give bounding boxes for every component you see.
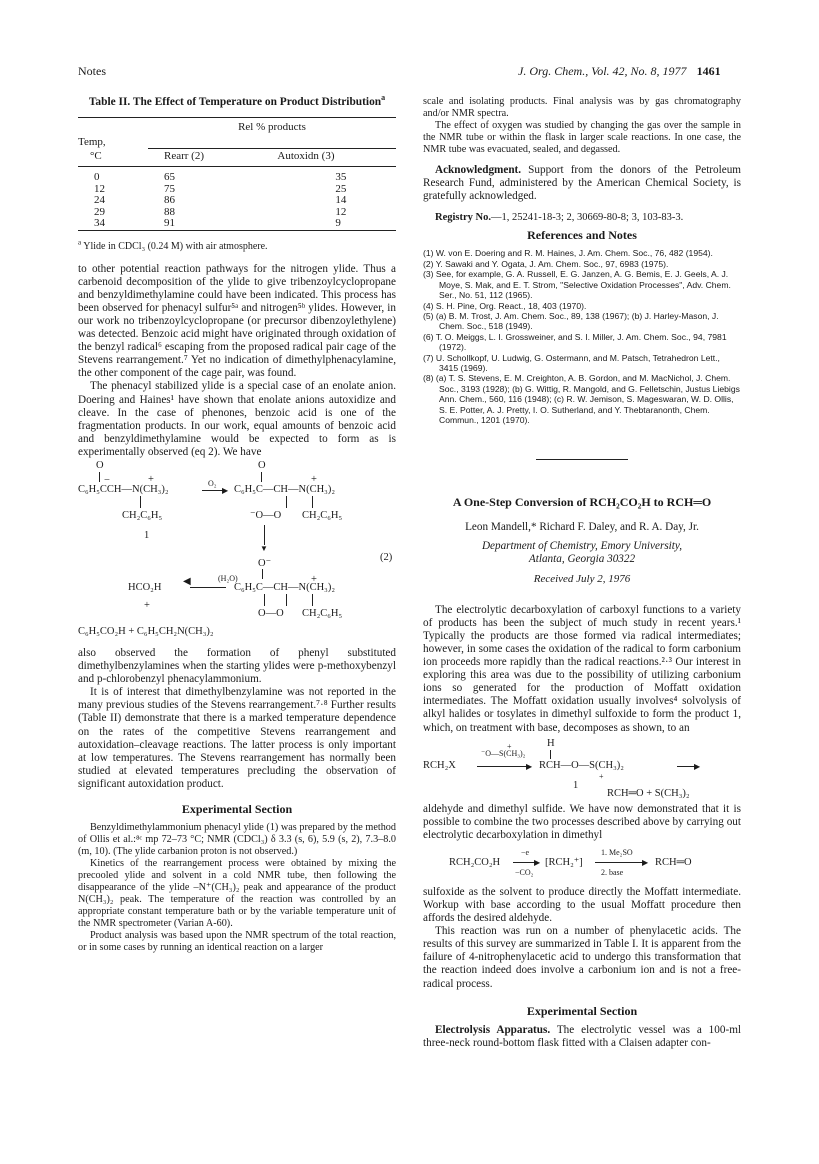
- right-column: [423, 96, 741, 1050]
- reference-list: [423, 248, 741, 425]
- page-number: 1461: [696, 64, 721, 78]
- scheme-benzyl: CH₂C₆H₅: [302, 608, 343, 619]
- scheme-formic-acid: HCO₂H: [128, 582, 162, 593]
- reference-item: (4) S. H. Pine, Org. React., 18, 403 (1970).: [423, 300, 587, 311]
- registry-label: Registry No.: [435, 212, 491, 224]
- paragraph: aldehyde and dimethyl sulfide. We have now demonstrated that it is possible to combine the two processes described above by carrying out electrolytic decarboxylation in dimethyl: [423, 802, 741, 841]
- scheme-bond: [286, 496, 287, 508]
- experimental-paragraph: Product analysis was based upon the NMR spectrum of the total reaction, or in some cases by running an identical reaction on a larger: [78, 930, 396, 954]
- eq-compound-number: 1: [573, 779, 579, 791]
- table-cell-temp: 12: [94, 182, 105, 195]
- scheme-charge: +: [311, 474, 317, 485]
- paragraph: sulfoxide as the solvent to produce directly the Moffatt intermediate. Workup with base according to the usual Moffatt procedure then affords the desired aldehyde.: [423, 885, 741, 925]
- eq-hydrogen: H: [547, 737, 555, 749]
- eq-products: RCH═O + S(CH₃)₂: [607, 787, 690, 799]
- scheme-reagent-o2: O₂: [208, 479, 217, 488]
- reference-item: (5) (a) B. M. Trost, J. Am. Chem. Soc., 89, 138 (1967); (b) J. Harley-Mason, J. Chem. Soc., 518 (1949).: [423, 310, 719, 332]
- eq-arrowhead: ▶: [694, 761, 701, 771]
- table-cell-autox: 25: [335, 182, 347, 195]
- equation-number: (2): [380, 552, 393, 563]
- scheme-arrowhead: ▶: [222, 486, 229, 495]
- scheme-ring: O—O: [258, 608, 284, 619]
- eq-charge: +: [507, 741, 512, 751]
- experimental-paragraph: Benzyldimethylammonium phenacyl ylide (1) was prepared by the method of Ollis et al.:⁸ᶜ mp 72–73 °C; NMR (CDCl₃) δ 3.3 (s, 6), 5.9 (s, 2), 7.3–8.0 (m, 10). (The ylide carbanion proton is not observed.): [78, 822, 396, 858]
- scheme-bond: [140, 496, 141, 508]
- scheme-bond: [286, 594, 287, 606]
- experimental-paragraph: scale and isolating products. Final analysis was by gas chromatography and/or NMR spectra.: [423, 96, 741, 119]
- reference-item: (1) W. von E. Doering and R. M. Haines, J. Am. Chem. Soc., 76, 482 (1954).: [423, 248, 713, 259]
- scheme-plus: +: [144, 600, 150, 611]
- scheme-benzyl: CH₂C₆H₅: [302, 510, 343, 521]
- section-heading: Experimental Section: [181, 802, 293, 817]
- affiliation: Atlanta, Georgia 30322: [528, 552, 636, 565]
- received-date: Received July 2, 1976: [533, 572, 631, 585]
- table-cell-autox: 9: [335, 217, 341, 229]
- scheme-bond: [312, 594, 313, 606]
- col-group-header: Rel % products: [238, 121, 306, 133]
- running-header-journal: [518, 64, 721, 79]
- table-row: [78, 184, 396, 196]
- eq-reagent-dmso-anion: ⁻O—S(CH₃)₂: [481, 748, 526, 758]
- scheme-benzyl: CH₂C₆H₅: [122, 510, 163, 521]
- eq-acid: RCH₂CO₂H: [449, 856, 501, 868]
- eq-above-arrow: −e: [521, 847, 530, 857]
- reaction-scheme-eq2: [78, 459, 396, 647]
- scheme-bond: [262, 569, 263, 579]
- table-cell-rearr: 86: [164, 194, 175, 206]
- scheme-arrowhead: ▼: [260, 544, 268, 553]
- eq-aldehyde: RCH═O: [655, 856, 692, 868]
- scheme-bond: [264, 594, 265, 606]
- scheme-bond: [312, 496, 313, 508]
- eq-step-2: 2. base: [601, 867, 624, 877]
- table-cell-temp: 0: [94, 171, 100, 183]
- eq-bond: [550, 750, 551, 759]
- scheme-arrow: [190, 587, 226, 588]
- scheme-dioxetane: C₆H₅C—CH—N(CH₃)₂: [234, 582, 335, 593]
- experimental-paragraph: The effect of oxygen was studied by changing the gas over the sample in the NMR tube or within the flask in larger scale reactions. In one case, the NMR tube was evacuated, sealed, and degassed.: [423, 120, 741, 155]
- eq-arrowhead: ▶: [642, 857, 649, 867]
- table-cell-temp: 24: [94, 194, 105, 206]
- eq-arrow: [595, 862, 645, 863]
- table-row: [78, 218, 396, 230]
- acknowledgment: Acknowledgment. Support from the donors of the Petroleum Research Fund, administered by the American Chemical Society, is gratefully acknowledged.: [423, 164, 741, 203]
- table-cell-rearr: 88: [164, 205, 175, 218]
- scheme-peroxide: C₆H₅C—CH—N(CH₃)₂: [234, 484, 335, 495]
- decarboxylation-equation: [423, 842, 741, 886]
- eq-arrowhead: ▶: [526, 761, 533, 771]
- eq-intermediate: RCH—O—S(CH₃)₂: [539, 759, 624, 771]
- table-row: [78, 195, 396, 207]
- col-autox-header: Autoxidn (3): [277, 150, 335, 163]
- reference-item: (3) See, for example, G. A. Russell, E. G. Janzen, A. G. Bemis, E. J. Geels, A. J. Moye, S. Mak, and E. T. Strom, "Selective Oxidation Processes", Adv. Chem. Ser., No. 51, 112 (1965).: [423, 269, 731, 301]
- col-temp-header-2: °C: [90, 150, 102, 162]
- paragraph: This reaction was run on a number of phenylacetic acids. The results of this survey are summarized in Table I. It is apparent from the failure of 4-nitrophenylacetic acid to undergo this transformation that the reaction indeed does involve a carbonium ion and is not a free-radical process.: [423, 925, 741, 990]
- table-cell-temp: 34: [94, 217, 105, 229]
- table-footnote: $^a$ Ylide in CDCl₃ (0.24 M) with air atmosphere.: [78, 238, 268, 252]
- table-row: [78, 172, 396, 184]
- reference-item: (7) U. Schollkopf, U. Ludwig, G. Ostermann, and M. Patsch, Tetrahedron Lett., 3415 (1969).: [423, 352, 720, 373]
- left-column: [78, 93, 396, 954]
- scheme-ylide-1: C₆H₅CCH—N(CH₃)₂: [78, 484, 169, 495]
- eq-substrate: RCH₂X: [423, 759, 456, 771]
- eq-arrow: [477, 766, 529, 767]
- paragraph: It is of interest that dimethylbenzylamine was not reported in the many previous studies of the Stevens rearrangement.⁷·⁸ Further results (Table II) demonstrate that there is a marked temperature dependence on the rates of the competitive Stevens rearrangement and autoxidation–cleavage reactions. The latter process is only important at low temperatures. The Stevens rearrangement has normally been studied at elevated temperatures precluding the observation of significant autoxidation product.: [78, 686, 396, 790]
- reference-item: (6) T. O. Meiggs, L. I. Grossweiner, and S. I. Miller, J. Am. Chem. Soc., 94, 7981 (1972).: [423, 331, 727, 353]
- table-cell-autox: 35: [335, 171, 347, 183]
- table-cell-rearr: 91: [164, 217, 175, 229]
- references-heading: References and Notes: [527, 228, 637, 243]
- running-header-section: Notes: [78, 64, 106, 78]
- affiliation: Department of Chemistry, Emory University,: [481, 539, 683, 552]
- table-row: [78, 207, 396, 219]
- scheme-oxygen-1: O: [96, 460, 104, 471]
- paragraph: The phenacyl stabilized ylide is a special case of an enolate anion. Doering and Haines¹ have shown that enolate anions autoxidize and cleave. In the case of phenones, benzoic acid is one of the fragmentation products. In our work, equal amounts of benzoic acid and benzyldimethylamine would be expected to form as is experimentally observed (eq 2). We have: [78, 380, 396, 458]
- scheme-products: C₆H₅CO₂H + C₆H₅CH₂N(CH₃)₂: [78, 626, 214, 637]
- eq-charge: +: [599, 771, 604, 781]
- eq-arrowhead: ▶: [534, 857, 541, 867]
- article-authors: Leon Mandell,* Richard F. Daley, and R. A. Day, Jr.: [465, 521, 699, 534]
- section-heading: Experimental Section: [526, 1003, 638, 1018]
- temperature-table: [78, 117, 396, 234]
- scheme-bond: [99, 472, 100, 482]
- table-body: [78, 172, 396, 230]
- scheme-reagent-water: (H₂O): [218, 574, 238, 583]
- scheme-bond: [261, 472, 262, 482]
- table-cell-temp: 29: [94, 205, 105, 218]
- eq-carbocation: [RCH₂⁺]: [545, 856, 583, 868]
- col-temp-header-1: Temp,: [78, 135, 106, 148]
- scheme-arrowhead: ◀: [183, 576, 191, 587]
- scheme-alkoxide: O⁻: [258, 558, 272, 569]
- scheme-oxygen-2: O: [258, 460, 266, 471]
- paragraph: Electrolysis Apparatus. The electrolytic vessel was a 100-ml three-neck round-bottom flask fitted with a Claisen adapter con-: [423, 1023, 742, 1049]
- table-cell-autox: 14: [335, 194, 347, 206]
- paragraph: The electrolytic decarboxylation of carboxyl functions to a variety of products has been the subject of much study in recent years.¹ Typically the products are those formed via radical intermediates; however, in some cases the oxidation of the radical to form carbonium ion proceeds more rapidly than the radical reactions.²·³ Our interest in exploring this area was due to the possibility of utilizing carbonium ions so generated for the production of Moffatt oxidation intermediates. The Moffatt oxidation usually involves⁴ solvolysis of alkyl halides or tosylates in dimethyl sulfoxide to form the product 1, which, on treatment with base, decomposes as shown, to an: [423, 603, 741, 734]
- journal-citation: J. Org. Chem., Vol. 42, No. 8, 1977: [518, 64, 687, 78]
- scheme-compound-number: 1: [144, 530, 150, 541]
- table-footnote-mark: a: [78, 238, 82, 247]
- scheme-charge: +: [311, 574, 317, 585]
- scheme-peroxy-anion: ⁻O—O: [250, 510, 282, 521]
- table-cell-autox: 12: [335, 205, 347, 218]
- acknowledgment-label: Acknowledgment.: [435, 164, 522, 176]
- table-cell-rearr: 75: [164, 182, 175, 195]
- article-divider: [536, 459, 628, 460]
- eq-below-arrow: −CO₂: [515, 867, 534, 877]
- article-title: A One-Step Conversion of RCH₂CO₂H to RCH═O: [452, 495, 712, 510]
- registry-numbers: Registry No.—1, 25241-18-3; 2, 30669-80-8; 3, 103-83-3.: [435, 212, 684, 224]
- table-cell-rearr: 65: [164, 171, 175, 183]
- reference-item: (8) (a) T. S. Stevens, E. M. Creighton, A. B. Gordon, and M. MacNichol, J. Chem. Soc., 3193 (1928); (b) G. Wittig, R. Mangold, and G. Felletschin, Justus Liebigs Ann. Chem., 560, 116 (1948); (c) R. W. Jemison, S. Mageswaran, W. D. Ollis, S. E. Potter, A. J. Pretty, I. O. Sutherland, and Y. Thebtaranonth, Chem. Commun., 1201 (1970).: [423, 373, 740, 425]
- experimental-paragraph: Kinetics of the rearrangement process were obtained by mixing the precooled ylide and solvent in a cold NMR tube, then following the disappearance of the ylide –N⁺(CH₃)₂ peak and appearance of the product N(CH₃)₂ peak. The temperature of the reaction was controlled by an appropriate constant temperature bath or by the variable temperature unit of the NMR spectrometer (Varian A-60).: [78, 858, 396, 930]
- scheme-charge: −: [104, 475, 110, 486]
- moffatt-equation: [423, 735, 741, 803]
- eq-step-1: 1. Me₂SO: [601, 847, 633, 857]
- scheme-charge: +: [148, 474, 154, 485]
- table-title: Table II. The Effect of Temperature on Product Distribution$^a$: [88, 93, 386, 108]
- paragraph: to other potential reaction pathways for the nitrogen ylide. Thus a carbenoid decomposition of the ylide to give tribenzoylcyclopropane and benzyldimethylamine could have been indicated. This process has been observed for phenacyl sulfur⁵ᵃ and nitrogen⁵ᵇ ylides. However, in our work no tribenzoylcyclopropane (or precursor dibenzoylethylene) was detected. Benzoic acid might have originated through oxidation of the benzyl radical⁶ escaping from the proposed radical pair cage of the Stevens rearrangement.⁷ Yet no indication of dimethylphenacylamine, the other component of the cage pair, was found.: [78, 262, 396, 380]
- apparatus-label: Electrolysis Apparatus.: [435, 1023, 551, 1036]
- reference-item: (2) Y. Sawaki and Y. Ogata, J. Am. Chem. Soc., 97, 6983 (1975).: [423, 258, 669, 269]
- paragraph: also observed the formation of phenyl substituted dimethylbenzylamines when the starting ylides were p-methoxybenzyl and p-chlorobenzyl phenacylammonium.: [78, 647, 396, 686]
- col-rearr-header: Rearr (2): [164, 150, 205, 163]
- table-title-footnote-mark: a: [381, 93, 386, 103]
